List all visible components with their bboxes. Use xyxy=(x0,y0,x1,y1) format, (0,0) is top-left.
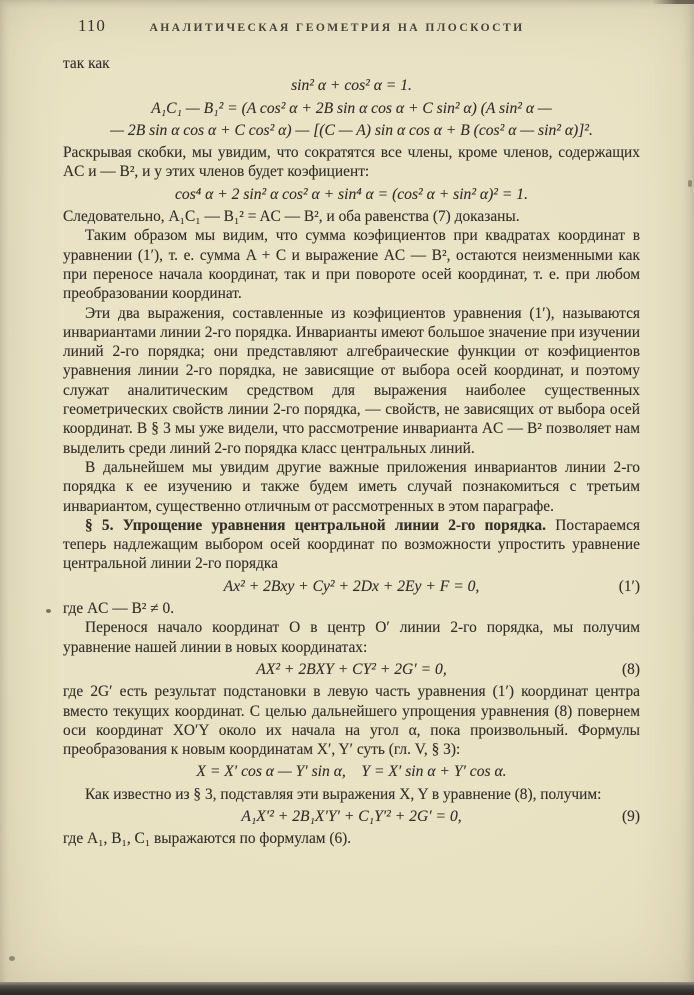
paragraph-as-known: Как известно из § 3, подставляя эти выражения X, Y в уравнение (8), получим: xyxy=(85,785,602,803)
section-5-heading: § 5. Упрощение уравнения центральной линии 2-го порядка. xyxy=(85,516,556,534)
equation-1-prime-number: (1′) xyxy=(618,577,640,595)
paragraph-where-2g: где 2G′ есть результат подстановки в левую часть уравнения (1′) координат центра вместо текущих координат. С целью дальнейшего упрощения уравнения (8) повернем оси координат XO′Y около их начала на угол α, пока произвольный. Формулы преобразования к новым координатам X′, Y′ суть (гл. V, § 3): xyxy=(63,683,640,759)
paragraph-section-5 xyxy=(63,516,640,574)
paragraph-where-a1b1c1: где A₁, B₁, C₁ выражаются по формулам (6). xyxy=(63,830,352,848)
scan-artifact-corner xyxy=(652,0,694,4)
equation-8: AX² + 2BXY + CY² + 2G′ = 0, xyxy=(256,660,447,678)
text-block xyxy=(63,54,640,849)
formula-trig-identity: sin² α + cos² α = 1. xyxy=(291,77,412,95)
equation-9-number: (9) xyxy=(622,807,640,825)
page-number: 110 xyxy=(78,16,106,35)
equation-9: A₁X′² + 2B₁X′Y′ + C₁Y′² + 2G′ = 0, xyxy=(241,807,462,825)
paragraph-future-applications: В дальнейшем мы увидим другие важные приложения инвариантов линии 2-го порядка к ее изучению и также будем иметь случай познакомиться с третьим инвариантом, существенно отличным от рассмотренных в этом параграфе. xyxy=(63,458,640,515)
scan-artifact-speck xyxy=(46,609,51,613)
intro-line: так как xyxy=(63,55,110,72)
equation-8-row xyxy=(63,660,640,679)
scan-artifact-speck xyxy=(688,180,692,187)
paragraph-consequently: Следовательно, A₁C₁ — B₁² = AC — B², и оба равенства (7) доказаны. xyxy=(63,208,520,226)
paragraph-invariants-definition: Эти два выражения, составленные из коэфициентов уравнения (1′), называются инвариантами линии 2-го порядка. Инварианты имеют большое значение при изучении линий 2-го порядка; они представляют алгебраические функции от коэфициентов уравнения линии 2-го порядка, не зависящие от выбора осей координат, и поэтому служат аналитическим средством для выражения наиболее существенных геометрических свойств линии 2-го порядка, — свойств, не зависящих от выбора осей координат. В § 3 мы уже видели, что рассмотрение инварианта AC — B² позволяет нам выделить среди линий 2-го порядка класс центральных линий. xyxy=(63,304,640,457)
section-5-text: Постараемся теперь надлежащим выбором осей координат по возможности упростить уравнение центральной линии 2-го порядка xyxy=(63,516,640,573)
scan-edge-band xyxy=(0,982,694,995)
equation-8-number: (8) xyxy=(622,660,640,678)
paragraph-invariance-of-sums: Таким образом мы видим, что сумма коэфициентов при квадратах координат в уравнении (1′), т. е. сумма A + C и выражение AC — B², остаются неизменными как при переносе начала координат, так и при повороте осей координат, т. е. при любом преобразовании координат. xyxy=(63,227,640,303)
equation-9-row xyxy=(63,807,640,826)
running-head: АНАЛИТИЧЕСКАЯ ГЕОМЕТРИЯ НА ПЛОСКОСТИ xyxy=(149,21,525,34)
formula-cos4-identity: cos⁴ α + 2 sin² α cos² α + sin⁴ α = (cos² α + sin² α)² = 1. xyxy=(175,185,528,203)
formula-expansion-line2: — 2B sin α cos α + C cos² α) — [(C — A) sin α cos α + B (cos² α — sin² α)]². xyxy=(110,121,593,139)
paragraph-moving-origin: Перенося начало координат O в центр O′ линии 2-го порядка, мы получим уравнение нашей линии в новых координатах: xyxy=(63,619,640,656)
paragraph-expanding-brackets: Раскрывая скобки, мы увидим, что сократятся все члены, кроме членов, содержащих AC и — B², и у этих членов будет коэфициент: xyxy=(63,144,640,181)
paragraph-where-ac-b2: где AC — B² ≠ 0. xyxy=(63,600,175,618)
scan-artifact-speck xyxy=(9,956,15,961)
equation-1-prime: Ax² + 2Bxy + Cy² + 2Dx + 2Ey + F = 0, xyxy=(223,577,480,595)
equation-1-prime-row xyxy=(63,577,640,596)
formula-expansion-line1: A₁C₁ — B₁² = (A cos² α + 2B sin α cos α + C sin² α) (A sin² α — xyxy=(151,99,552,117)
formula-rotation-transform: X = X′ cos α — Y′ sin α, Y = X′ sin α + Y′ cos α. xyxy=(196,763,507,781)
